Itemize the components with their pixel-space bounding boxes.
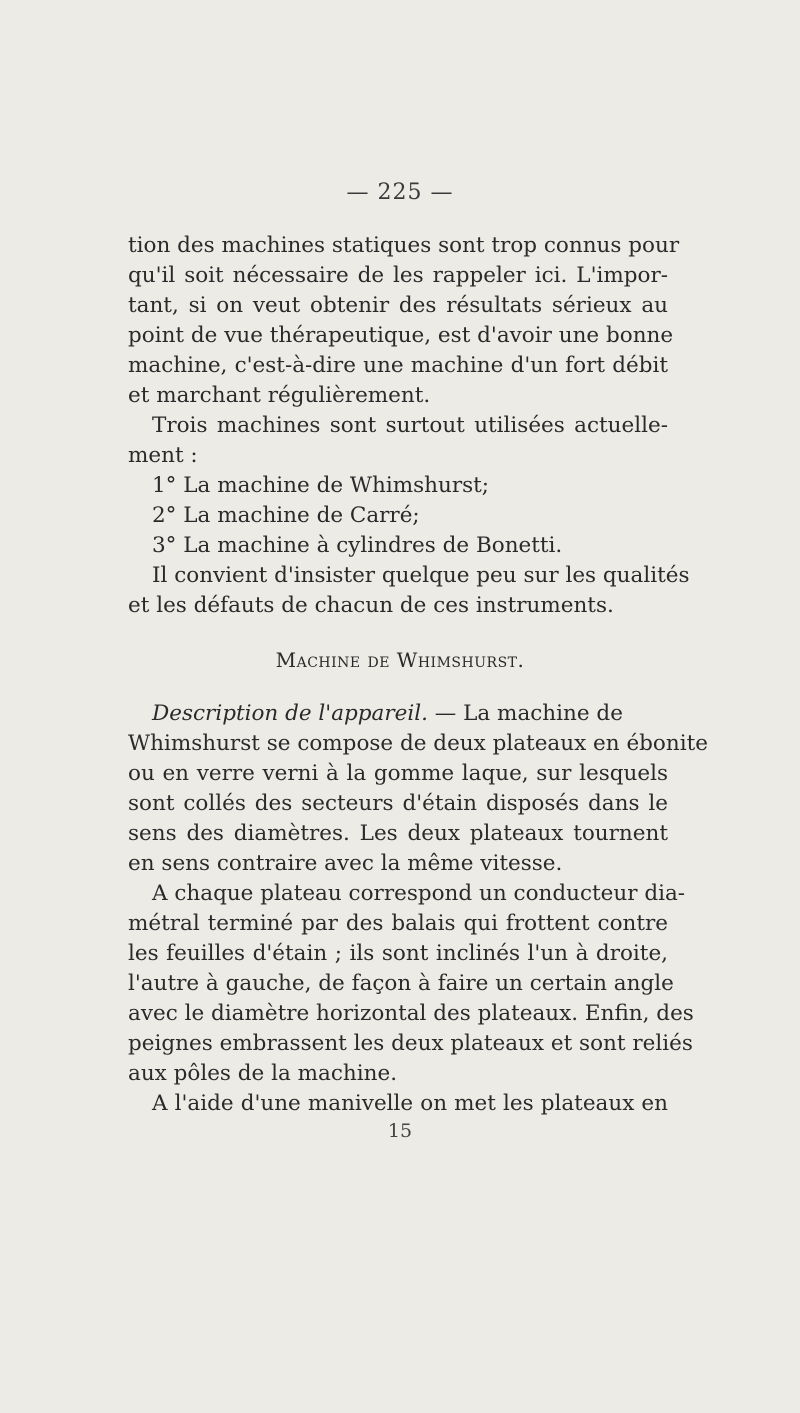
text-line: machine, c'est-à-dire une machine d'un fort débit [128, 353, 668, 378]
text-line: et les défauts de chacun de ces instruments. [128, 593, 614, 618]
text-line: ou en verre verni à la gomme laque, sur lesquels [128, 761, 668, 786]
text-line: peignes embrassent les deux plateaux et sont reliés [128, 1031, 693, 1056]
text-line: Il convient d'insister quelque peu sur les qualités [152, 563, 690, 588]
signature-mark: 15 [387, 1120, 413, 1142]
description-label: Description de l'appareil. [152, 701, 428, 726]
text-line: qu'il soit nécessaire de les rappeler ici. L'impor- [128, 263, 668, 288]
text-line: tion des machines statiques sont trop connus pour [128, 233, 680, 258]
text-line: métral terminé par des balais qui frottent contre [128, 911, 668, 936]
text-line: sont collés des secteurs d'étain disposés dans le [128, 791, 668, 816]
list-item: 1° La machine de Whimshurst; [152, 473, 490, 498]
text-line: l'autre à gauche, de façon à faire un certain angle [128, 971, 674, 996]
text-line: Whimshurst se compose de deux plateaux en ébonite [128, 731, 708, 756]
text-line: Trois machines sont surtout utilisées actuelle- [152, 413, 668, 438]
text-line: ment : [128, 443, 198, 468]
text-line: les feuilles d'étain ; ils sont inclinés l'un à droite, [128, 941, 668, 966]
text-line: sens des diamètres. Les deux plateaux tournent [128, 821, 668, 846]
text-line: point de vue thérapeutique, est d'avoir une bonne [128, 323, 674, 348]
description-first-line [152, 700, 668, 728]
text-line: A chaque plateau correspond un conducteur dia- [152, 881, 686, 906]
text-line: et marchant régulièrement. [128, 383, 431, 408]
text-fragment: — La machine de [427, 701, 623, 726]
text-line: A l'aide d'une manivelle on met les plateaux en [152, 1091, 668, 1116]
list-item: 3° La machine à cylindres de Bonetti. [152, 533, 563, 558]
text-line: en sens contraire avec la même vitesse. [128, 851, 563, 876]
list-item: 2° La machine de Carré; [152, 503, 420, 528]
text-line: avec le diamètre horizontal des plateaux. Enfin, des [128, 1001, 694, 1026]
text-line: aux pôles de la machine. [128, 1061, 398, 1086]
page-number: — 225 — [346, 180, 454, 205]
section-title: Machine de Whimshurst. [275, 648, 525, 672]
text-line: tant, si on veut obtenir des résultats sérieux au [128, 293, 668, 318]
